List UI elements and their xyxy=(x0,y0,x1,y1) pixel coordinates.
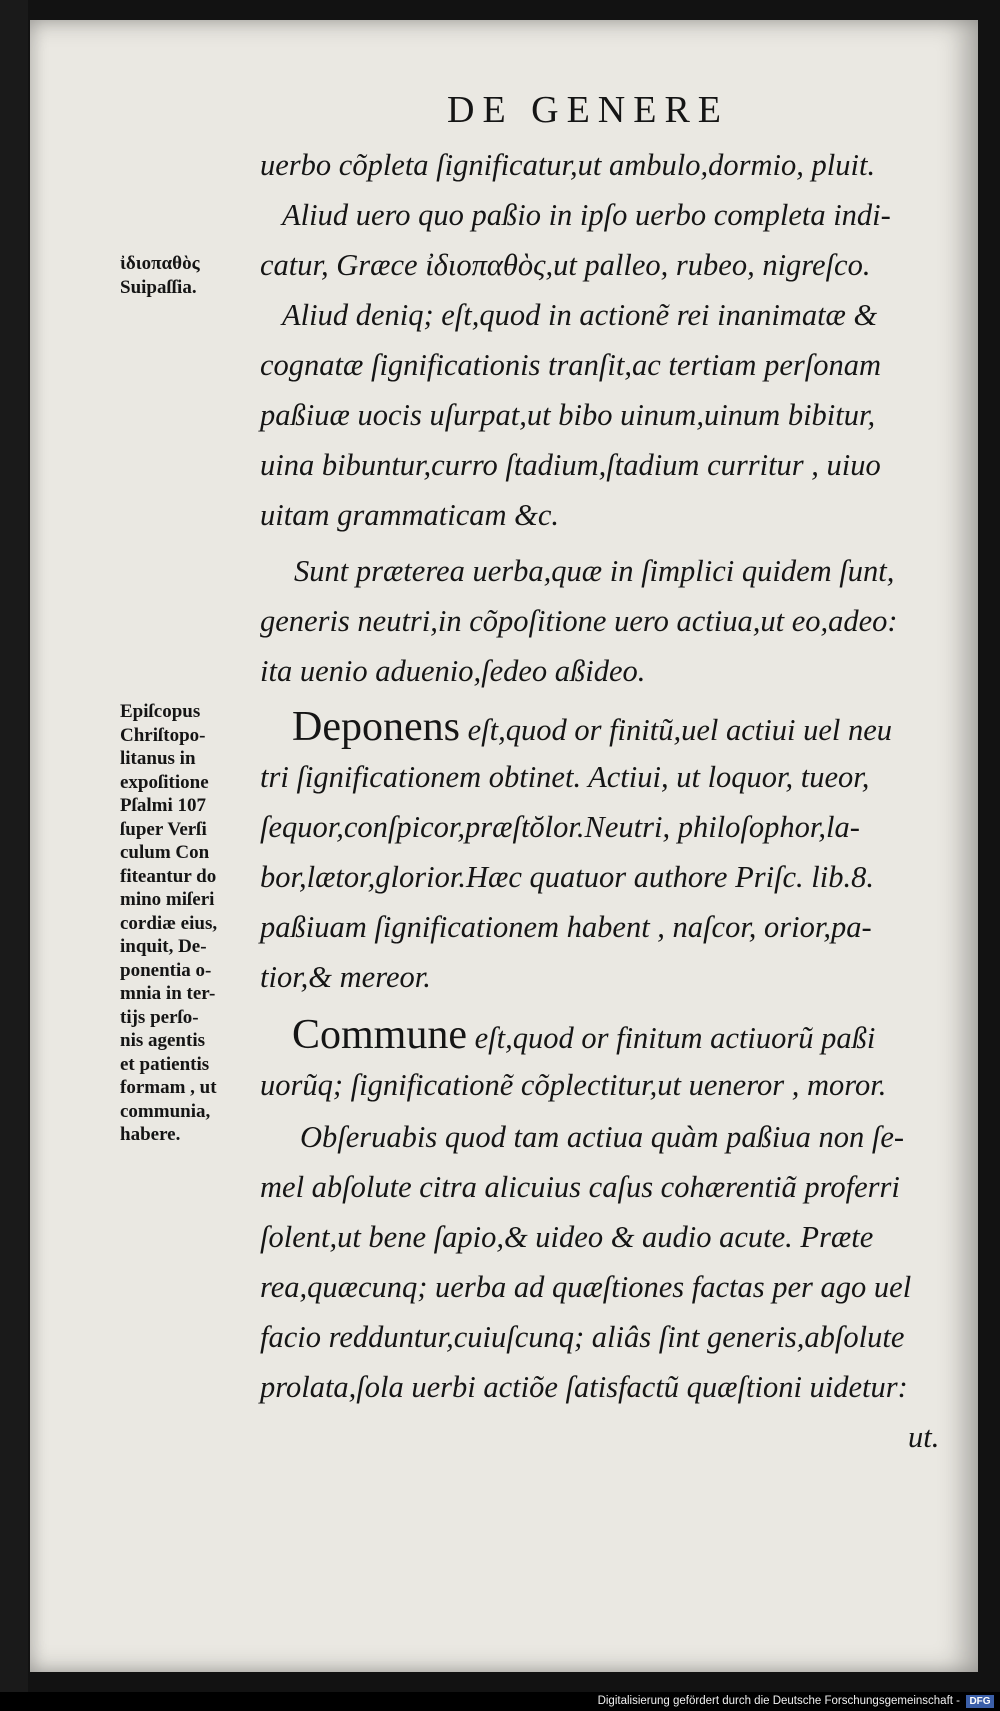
text-line: catur, Græce ἰδιοπαθὸς,ut palleo, rubeo, nigreſco. xyxy=(260,248,871,282)
margin-note-line: Chriſtopo- xyxy=(120,724,206,746)
text-line: Aliud uero quo paßio in ipſo uerbo completa indi- xyxy=(282,198,891,232)
footer-bar xyxy=(0,1692,1000,1711)
text-line: tri ſignificationem obtinet. Actiui, ut loquor, tueor, xyxy=(260,760,870,794)
margin-note-line: formam , ut xyxy=(120,1077,217,1098)
text-line: Obſeruabis quod tam actiua quàm paßiua non ſe- xyxy=(300,1120,905,1154)
margin-note-line: fiteantur do xyxy=(120,865,217,887)
margin-note-line: Suipaſſia. xyxy=(120,276,197,298)
margin-note-line: ponentia o- xyxy=(120,959,212,981)
text-line: rea,quæcunq; uerba ad quæſtiones factas per ago uel xyxy=(260,1270,912,1304)
text-line: ſolent,ut bene ſapio,& uideo & audio acute. Præte xyxy=(260,1220,874,1254)
text-line: uorũq; ſignificationẽ cõplectitur,ut ueneror , moror. xyxy=(260,1068,887,1102)
section-lead-word: Commune xyxy=(292,1012,467,1058)
text-line: tior,& mereor. xyxy=(260,960,431,994)
dfg-logo: DFG xyxy=(966,1695,994,1708)
text-line: facio redduntur,cuiuſcunq; aliâs ſint generis,abſolute xyxy=(260,1320,905,1354)
margin-note-line: ἰδιοπαθὸς xyxy=(120,253,200,274)
scan-left-edge xyxy=(0,0,28,1711)
text-line: ſequor,conſpicor,præſtŏlor.Neutri, philoſophor,la- xyxy=(260,810,860,844)
margin-note-episcopus xyxy=(120,700,217,1147)
margin-note-line: nis agentis xyxy=(120,1030,205,1051)
margin-note-line: tijs perſo- xyxy=(120,1006,199,1028)
margin-note-line: expoſitione xyxy=(120,771,209,793)
catchword: ut. xyxy=(908,1420,940,1454)
text-line: Sunt præterea uerba,quæ in ſimplici quidem ſunt, xyxy=(294,554,895,588)
margin-note-line: Epiſcopus xyxy=(120,701,201,722)
margin-note-line: mnia in ter- xyxy=(120,983,216,1004)
margin-note-line: litanus in xyxy=(120,748,196,769)
margin-note-line: Pſalmi 107 xyxy=(120,795,207,816)
margin-note-line: communia, xyxy=(120,1100,211,1122)
text-line: Deponens eſt,quod or finitũ,uel actiui uel neu xyxy=(292,704,892,750)
text-line: Commune eſt,quod or finitum actiuorũ paßi xyxy=(292,1012,876,1058)
text-line: bor,lætor,glorior.Hæc quatuor authore Priſc. lib.8. xyxy=(260,860,875,894)
text-line: paßiuam ſignificationem habent , naſcor, orior,pa- xyxy=(260,910,872,944)
margin-note-line: culum Con xyxy=(120,842,210,863)
section-lead-word: Deponens xyxy=(292,704,460,750)
text-line: Aliud deniq; eſt,quod in actionẽ rei inanimatæ & xyxy=(282,298,878,332)
text-line: ita uenio aduenio,ſedeo aßideo. xyxy=(260,654,646,688)
funding-notice: Digitalisierung gefördert durch die Deutsche Forschungsgemeinschaft - xyxy=(597,1695,960,1707)
text-line: paßiuæ uocis uſurpat,ut bibo uinum,uinum bibitur, xyxy=(260,398,876,432)
text-line: uitam grammaticam &c. xyxy=(260,498,560,532)
margin-note-idiopathes xyxy=(120,252,200,299)
margin-note-line: mino miſeri xyxy=(120,889,215,910)
text-line: uina bibuntur,curro ſtadium,ſtadium curritur , uiuo xyxy=(260,448,881,482)
text-line: cognatæ ſignificationis tranſit,ac tertiam perſonam xyxy=(260,348,881,382)
text-line: uerbo cõpleta ſignificatur,ut ambulo,dormio, pluit. xyxy=(260,148,876,182)
margin-note-line: inquit, De- xyxy=(120,936,207,957)
margin-note-line: cordiæ eius, xyxy=(120,912,218,934)
margin-note-line: ſuper Verſi xyxy=(120,818,207,840)
text-line: mel abſolute citra alicuius caſus cohærentiã proferri xyxy=(260,1170,900,1204)
text-line: generis neutri,in cõpoſitione uero actiua,ut eo,adeo: xyxy=(260,604,898,638)
margin-note-line: habere. xyxy=(120,1124,181,1145)
margin-note-line: et patientis xyxy=(120,1053,210,1075)
text-line: prolata,ſola uerbi actiõe ſatisfactũ quæſtioni uidetur: xyxy=(260,1370,908,1404)
running-head: DE GENERE xyxy=(447,89,730,131)
